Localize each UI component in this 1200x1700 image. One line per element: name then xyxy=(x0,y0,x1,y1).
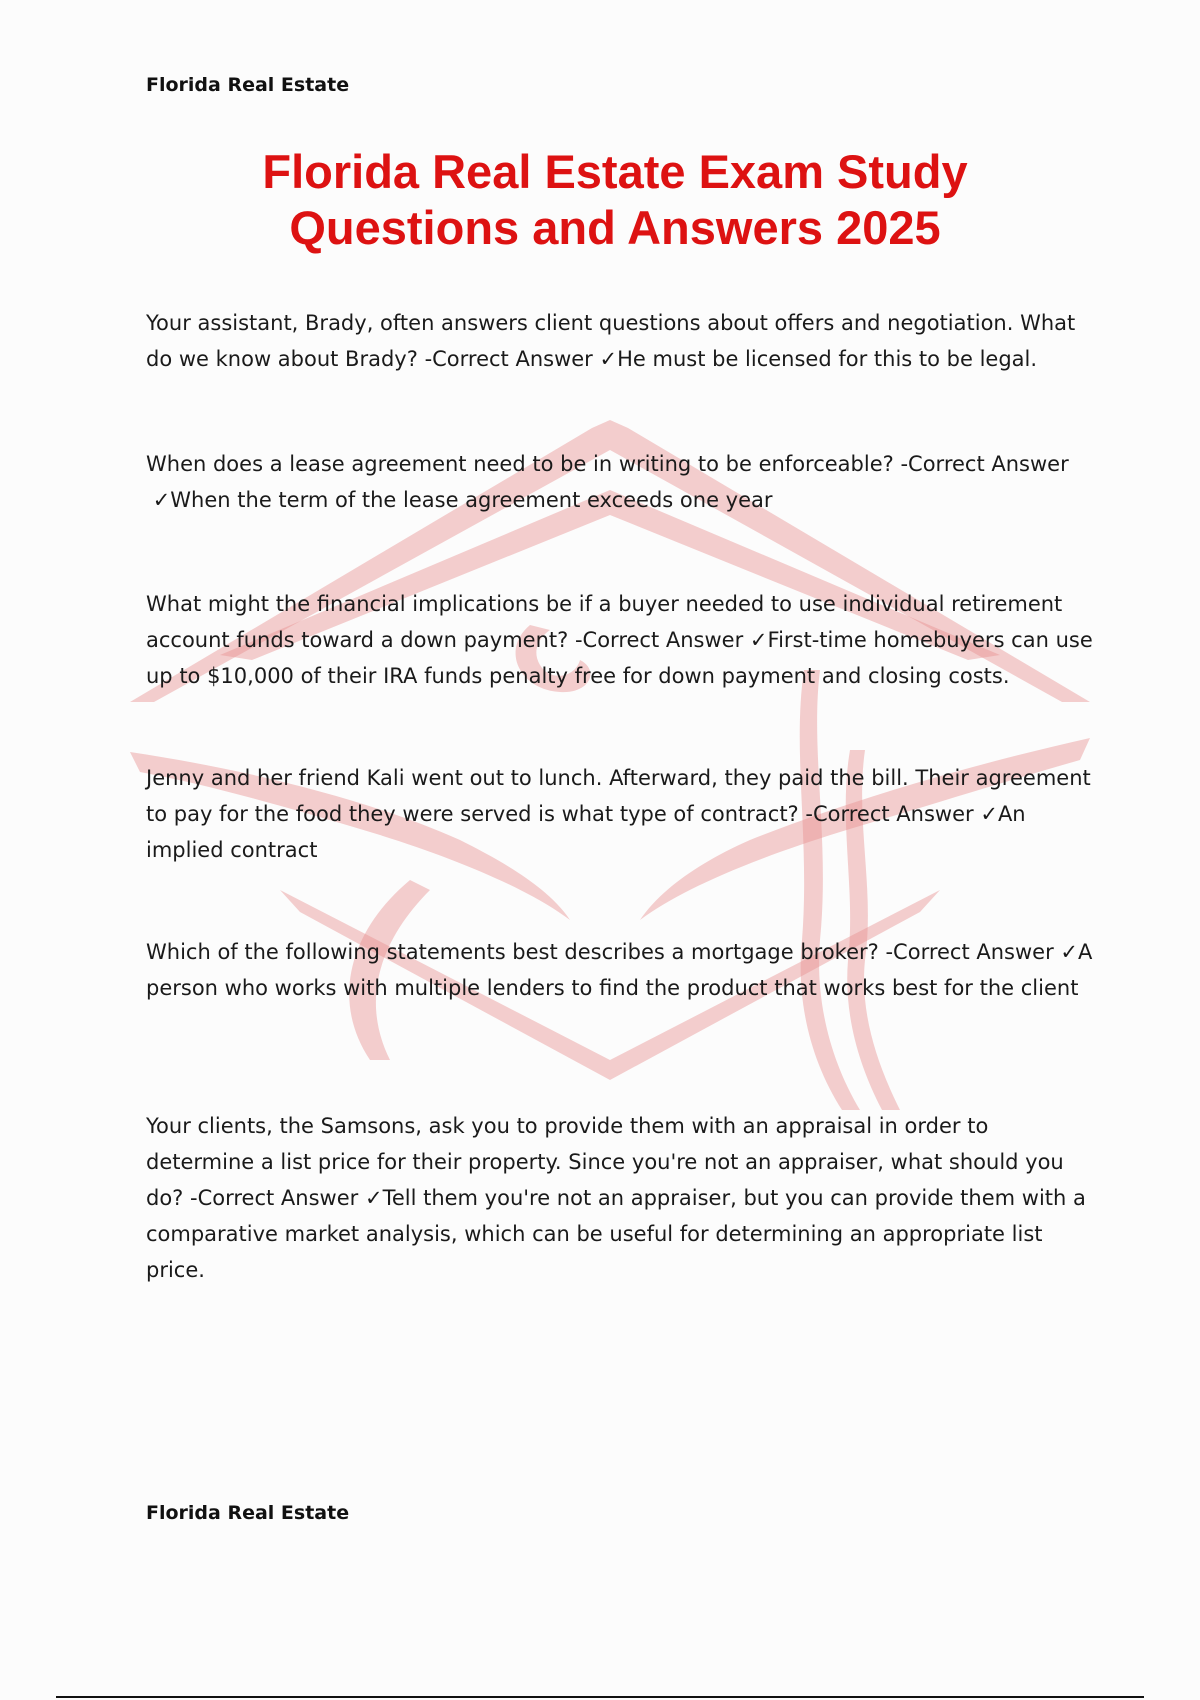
question-text: Your assistant, Brady, often answers client questions about offers and negotiation. What do we know about Brady? xyxy=(146,311,1076,371)
check-icon: ✓ xyxy=(599,347,618,371)
check-icon: ✓ xyxy=(1060,940,1079,964)
question-text: When does a lease agreement need to be in writing to be enforceable? xyxy=(146,452,894,476)
check-icon: ✓ xyxy=(980,802,998,826)
running-header: Florida Real Estate xyxy=(146,74,350,96)
answer-text: A person who works with multiple lenders to find the product that works best for the client xyxy=(146,940,1093,1000)
running-footer: Florida Real Estate xyxy=(146,1502,350,1524)
answer-prefix: -Correct Answer xyxy=(885,940,1054,964)
page-title-line-1: Florida Real Estate Exam Study xyxy=(262,145,968,198)
qa-item-3 xyxy=(146,586,1096,694)
check-icon: ✓ xyxy=(364,1186,383,1210)
answer-prefix: -Correct Answer xyxy=(424,347,593,371)
page-title-line-2: Questions and Answers 2025 xyxy=(289,201,941,254)
answer-prefix: -Correct Answer xyxy=(900,452,1069,476)
answer-prefix: -Correct Answer xyxy=(190,1186,359,1210)
question-text: Which of the following statements best describes a mortgage broker? xyxy=(146,940,879,964)
question-text: What might the financial implications be if a buyer needed to use individual retirement account funds toward a down payment? xyxy=(146,592,1063,652)
answer-prefix: -Correct Answer xyxy=(805,802,974,826)
question-text: Your clients, the Samsons, ask you to provide them with an appraisal in order to determine a list price for their property. Since you're not an appraiser, what should you do? xyxy=(146,1114,1064,1210)
page-bottom-divider xyxy=(56,1696,1144,1698)
answer-text: He must be licensed for this to be legal. xyxy=(617,347,1038,371)
answer-text: An implied contract xyxy=(146,802,1026,862)
qa-item-6 xyxy=(146,1108,1096,1288)
page-title xyxy=(146,144,1084,256)
check-icon: ✓ xyxy=(152,488,171,512)
qa-item-5 xyxy=(146,934,1096,1006)
qa-item-4 xyxy=(146,760,1096,868)
check-icon: ✓ xyxy=(749,628,768,652)
qa-item-2 xyxy=(146,446,1096,518)
answer-text: Tell them you're not an appraiser, but you can provide them with a comparative market analysis, which can be useful for determining an appropriate list price. xyxy=(146,1186,1086,1282)
answer-text: First-time homebuyers can use up to $10,000 of their IRA funds penalty free for down payment and closing costs. xyxy=(146,628,1093,688)
qa-item-1 xyxy=(146,305,1096,377)
answer-prefix: -Correct Answer xyxy=(574,628,744,652)
answer-text: When the term of the lease agreement exceeds one year xyxy=(170,488,773,512)
question-text: Jenny and her friend Kali went out to lunch. Afterward, they paid the bill. Their agreement to pay for the food they were served is what type of contract? xyxy=(146,766,1091,826)
